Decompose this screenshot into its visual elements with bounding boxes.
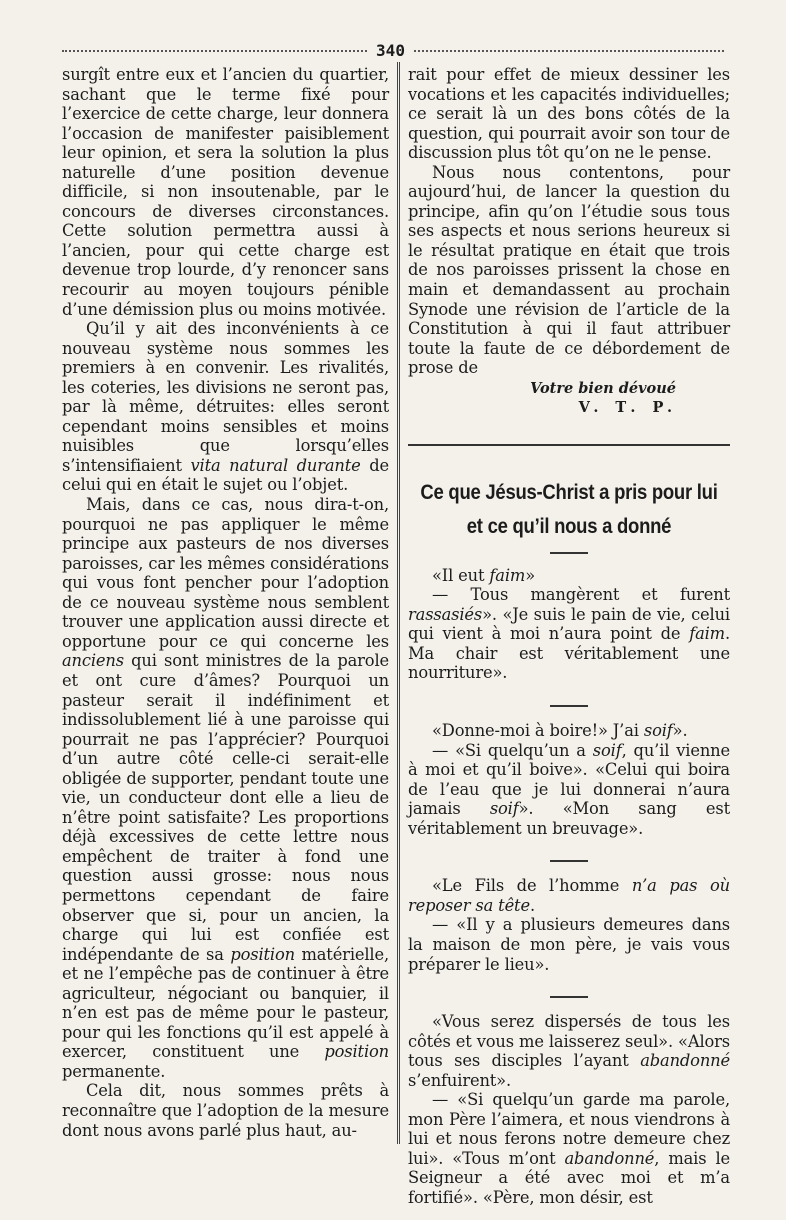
italic-phrase: faim <box>489 565 526 585</box>
page-number: 340 <box>376 41 405 60</box>
left-paragraph-3-text: Mais, dans ce cas, nous dira-t-on, pourquoi ne pas appliquer le même principe aux pasteurs de nos diverses paroisses, car les mêmes considérations qui vous font pencher pour l’adoption de ce nouveau système nous semblent trouver une application aussi directe et opportune pour ce qui concerne les anciens qui sont ministres de la parole et ont cure d’âmes? Pourquoi un pasteur serait il indéfiniment et indissolublement lié à une paroisse qui pourrait ne pas l’apprécier? Pourquoi d’un autre côté celle-ci serait-elle obligée de supporter, pendant toute une vie, un conducteur dont elle a lieu de n’être point satisfaite? Les proportions déjà excessives de cette lettre nous empêchent de traiter à fond une question aussi grosse: nous nous permettons cependant de faire observer que si, pour un ancien, la charge qui lui est confiée est indépendante de sa position matérielle, et ne l’empêche pas de continuer à être agriculteur, négociant ou banquier, il n’en est pas de même pour le pasteur, pour qui les fonctions qu’il est appelé à exercer, constituent une position permanente. <box>62 495 389 1081</box>
quote-separator <box>550 552 588 554</box>
column-divider <box>397 62 400 1144</box>
quote-line: «Il eut faim» <box>432 565 536 585</box>
letter-initials: V. T. P. <box>578 398 678 416</box>
header-rule-left <box>62 50 367 52</box>
italic-phrase: position <box>324 1042 389 1062</box>
article-title-line-2: et ce qu’il nous a donné <box>466 513 672 538</box>
italic-phrase: n’a pas où reposer sa tête <box>408 876 730 915</box>
italic-phrase: soif <box>643 721 673 741</box>
page-header <box>62 41 724 63</box>
italic-phrase: position <box>230 944 295 964</box>
italic-phrase: vita natural durante <box>190 455 361 475</box>
italic-phrase: abandonné <box>640 1051 730 1071</box>
letter-signature: Votre bien dévoué <box>530 379 676 397</box>
quote-line: «Vous serez dispersés de tous les côtés et vous me laisserez seul». «Alors tous ses disciples l’ayant abandonné s’enfuirent». <box>408 1012 730 1090</box>
quote-separator <box>550 996 588 998</box>
article-title-line-1: Ce que Jésus-Christ a pris pour lui <box>420 479 718 504</box>
left-paragraph-2-text: Qu’il y ait des inconvénients à ce nouveau système nous sommes les premiers à en convenir. Les rivalités, les coteries, les divisions ne seront pas, par là même, détruites: elles seront cependant moins sensibles et moins nuisibles que lorsqu’elles s’intensifiaient vita natural durante de celui qui en était le sujet ou l’objet. <box>62 319 389 495</box>
italic-phrase: anciens <box>62 651 124 671</box>
quote-separator <box>550 860 588 862</box>
response-line: — «Si quelqu’un garde ma parole, mon Père l’aimera, et nous viendrons à lui et nous ferons notre demeure chez lui». «Tous m’ont abandonné, mais le Seigneur a été avec moi et m’a fortifié». «Père, mon désir, est <box>408 1090 730 1207</box>
section-rule <box>408 444 730 446</box>
right-paragraph-2: Nous nous contentons, pour aujourd’hui, de lancer la question du principe, afin qu’on l’étudie sous tous ses aspects et nous serions heureux si le résultat pratique en était que trois de nos paroisses prissent la chose en main et demandassent au prochain Synode une révision de l’article de la Constitution à qui il faut attribuer toute la faute de ce débordement de prose de <box>408 162 730 378</box>
left-paragraph-2 <box>62 319 389 495</box>
response-line: — «Si quelqu’un a soif, qu’il vienne à moi et qu’il boive». «Celui qui boira de l’eau que je lui donnerai n’aura jamais soif». «Mon sang est véritablement un breuvage». <box>408 740 731 838</box>
italic-phrase: soif <box>489 799 519 819</box>
italic-phrase: soif <box>592 740 622 760</box>
right-paragraph-1: rait pour effet de mieux dessiner les vocations et les capacités individuelles; ce serait là un des bons côtés de la question, qui pourrait avoir son tour de discussion plus tôt qu’on ne le pense. <box>408 65 730 163</box>
left-paragraph-4: Cela dit, nous sommes prêts à reconnaître que l’adoption de la mesure dont nous avons parlé plus haut, au- <box>62 1081 389 1140</box>
italic-phrase: faim <box>689 624 725 644</box>
left-column <box>62 65 389 1140</box>
left-paragraph-3 <box>62 495 389 1081</box>
quote-line: «Donne-moi à boire!» J’ai soif». <box>432 721 688 741</box>
italic-phrase: rassasiés <box>408 604 483 624</box>
response-line: — «Il y a plusieurs demeures dans la maison de mon père, je vais vous préparer le lieu». <box>408 915 730 974</box>
quote-block <box>408 552 730 1208</box>
article-title <box>406 476 733 542</box>
quote-separator <box>550 705 588 707</box>
quote-line: «Le Fils de l’homme n’a pas où reposer sa tête. <box>408 876 730 915</box>
left-paragraph-1: surgît entre eux et l’ancien du quartier, sachant que le terme fixé pour l’exercice de cette charge, leur donnera l’occasion de manifester paisiblement leur opinion, et sera la solution la plus naturelle d’une position devenue difficile, si non insoutenable, par le concours de diverses circonstances. Cette solution permettra aussi à l’ancien, pour qui cette charge est devenue trop lourde, d’y renoncer sans recourir au moyen toujours pénible d’une démission plus ou moins motivée. <box>62 65 389 319</box>
response-line: — Tous mangèrent et furent rassasiés». «Je suis le pain de vie, celui qui vient à moi n’aura point de faim. Ma chair est véritablement une nourriture». <box>408 585 730 683</box>
italic-phrase: abandonné <box>564 1148 655 1168</box>
right-column <box>408 65 730 1208</box>
header-rule-right <box>414 50 724 52</box>
